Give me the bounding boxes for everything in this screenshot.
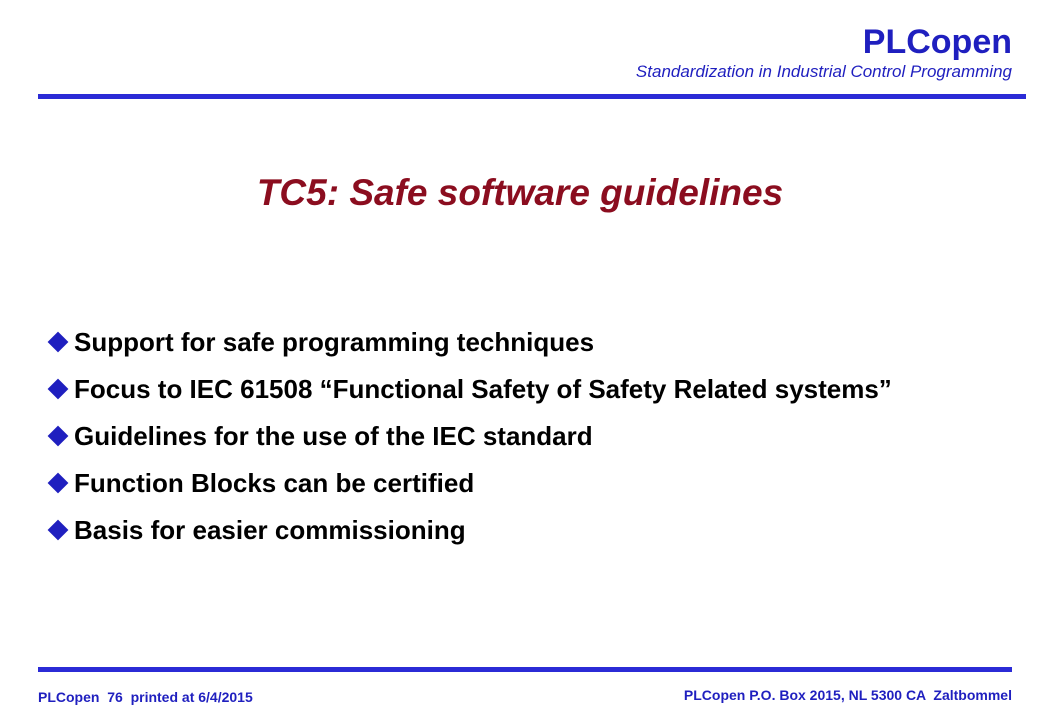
bullet-text: Focus to IEC 61508 “Functional Safety of Safety Related systems” bbox=[74, 374, 892, 404]
header-divider bbox=[38, 94, 1026, 99]
footer-divider bbox=[38, 667, 1012, 672]
bullet-item bbox=[48, 514, 1008, 546]
diamond-bullet-icon bbox=[48, 332, 69, 353]
bullet-item bbox=[48, 326, 1008, 358]
slide-title: TC5: Safe software guidelines bbox=[256, 172, 784, 213]
brand-name: PLCopen bbox=[862, 23, 1012, 61]
footer-address: PLCopen P.O. Box 2015, NL 5300 CA Zaltbommel bbox=[683, 687, 1012, 703]
bullet-item bbox=[48, 467, 1008, 499]
bullet-item bbox=[48, 420, 1008, 452]
bullet-item bbox=[48, 373, 1008, 405]
diamond-bullet-icon bbox=[48, 520, 69, 541]
diamond-bullet-icon bbox=[48, 379, 69, 400]
bullet-text: Basis for easier commissioning bbox=[74, 515, 466, 545]
diamond-bullet-icon bbox=[48, 473, 69, 494]
bullet-text: Function Blocks can be certified bbox=[74, 468, 475, 498]
diamond-bullet-icon bbox=[48, 426, 69, 447]
bullet-list bbox=[48, 326, 1008, 561]
footer-page-info: PLCopen 76 printed at 6/4/2015 bbox=[38, 689, 253, 705]
header-brand bbox=[636, 22, 1012, 82]
bullet-text: Support for safe programming techniques bbox=[74, 327, 595, 357]
brand-tagline: Standardization in Industrial Control Programming bbox=[635, 62, 1012, 81]
bullet-text: Guidelines for the use of the IEC standard bbox=[74, 421, 593, 451]
